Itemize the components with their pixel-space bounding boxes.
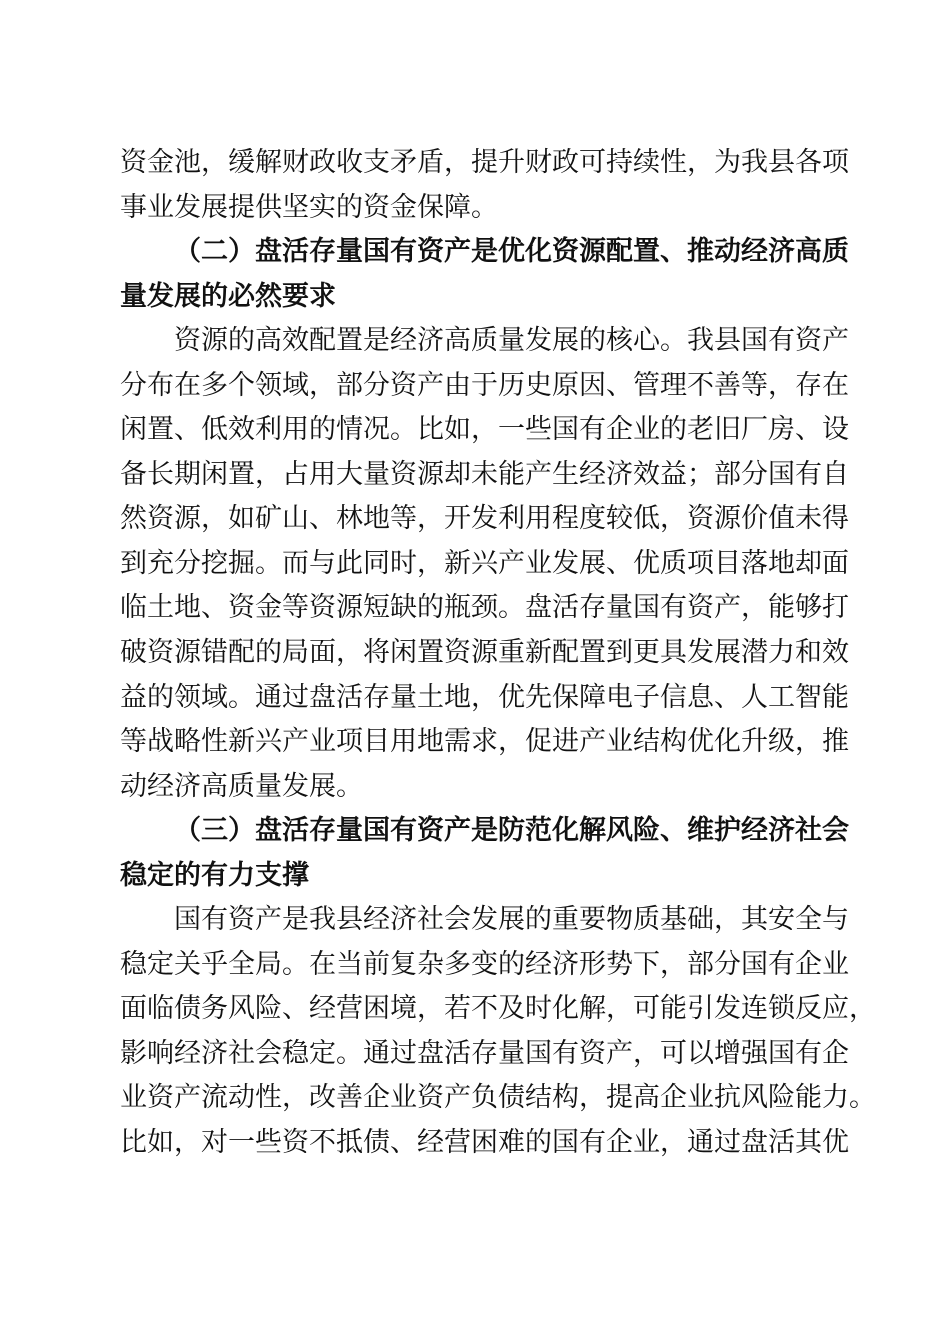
text-line: 影响经济社会稳定。通过盘活存量国有资产，可以增强国有企 [120,1037,849,1069]
body-paragraph [120,898,876,1165]
text-line: 量发展的必然要求 [120,280,336,312]
text-line: 比如，对一些资不抵债、经营困难的国有企业，通过盘活其优 [120,1127,849,1159]
text-line: 然资源，如矿山、林地等，开发利用程度较低，资源价值未得 [120,503,849,535]
body-paragraph [120,141,849,230]
text-line: 稳定关乎全局。在当前复杂多变的经济形势下，部分国有企业 [120,948,849,980]
text-line: 闲置、低效利用的情况。比如，一些国有企业的老旧厂房、设 [120,414,849,446]
text-line: 等战略性新兴产业项目用地需求，促进产业结构优化升级，推 [120,726,849,758]
section-heading [120,230,849,319]
section-heading [120,809,849,898]
text-line: 国有资产是我县经济社会发展的重要物质基础，其安全与 [174,904,849,936]
text-line: 动经济高质量发展。 [120,770,363,802]
text-line: （三）盘活存量国有资产是防范化解风险、维护经济社会 [174,815,849,847]
text-line: 事业发展提供坚实的资金保障。 [120,191,498,223]
text-line: 到充分挖掘。而与此同时，新兴产业发展、优质项目落地却面 [120,547,849,579]
text-line: （二）盘活存量国有资产是优化资源配置、推动经济高质 [174,236,849,268]
text-line: 业资产流动性，改善企业资产负债结构，提高企业抗风险能力。 [120,1082,876,1114]
text-line: 稳定的有力支撑 [120,859,309,891]
text-line: 破资源错配的局面，将闲置资源重新配置到更具发展潜力和效 [120,637,849,669]
text-line: 临土地、资金等资源短缺的瓶颈。盘活存量国有资产，能够打 [120,592,849,624]
text-line: 备长期闲置，占用大量资源却未能产生经济效益；部分国有自 [120,458,849,490]
text-line: 资源的高效配置是经济高质量发展的核心。我县国有资产 [174,325,849,357]
text-line: 资金池，缓解财政收支矛盾，提升财政可持续性，为我县各项 [120,147,849,178]
text-line: 面临债务风险、经营困境，若不及时化解，可能引发连锁反应， [120,993,876,1025]
body-paragraph [120,319,849,809]
text-line: 分布在多个领域，部分资产由于历史原因、管理不善等，存在 [120,369,849,401]
text-line: 益的领域。通过盘活存量土地，优先保障电子信息、人工智能 [120,681,849,713]
document-page [120,141,876,1166]
